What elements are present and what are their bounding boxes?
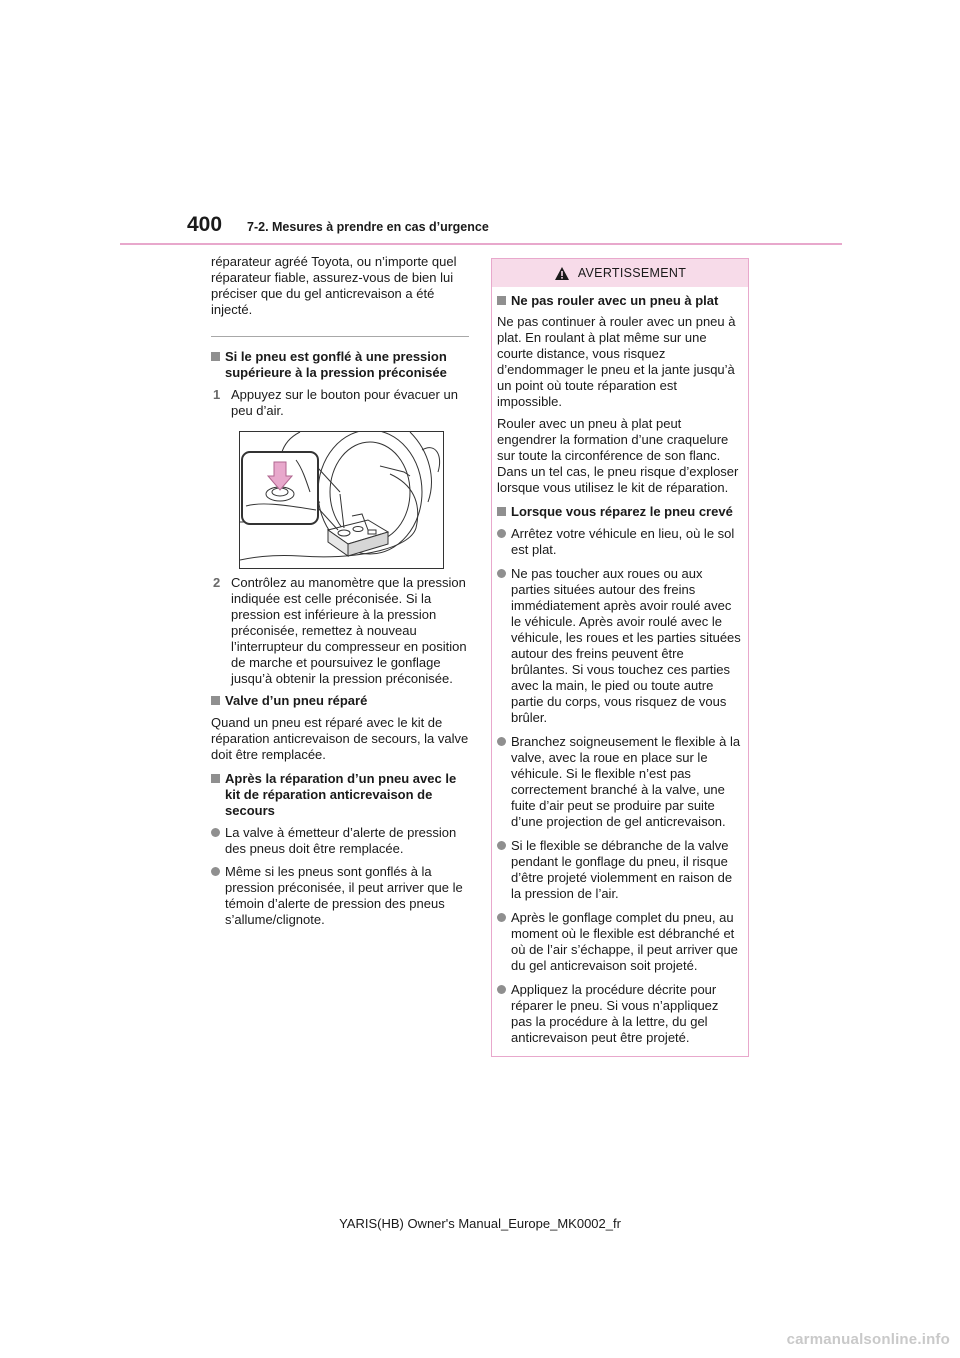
- list-item: [211, 825, 469, 857]
- round-bullet-icon: [497, 913, 506, 922]
- warning-list-item-text: Après le gonflage complet du pneu, au moment où le flexible est débranché et où de l’air s’échappe, il peut arriver que du gel anticrevaison soit projeté.: [511, 910, 738, 973]
- page-number: 400: [187, 213, 223, 236]
- watermark[interactable]: carmanualsonline.info: [786, 1331, 950, 1348]
- compressor-drawing-icon: [240, 432, 443, 568]
- round-bullet-icon: [497, 841, 506, 850]
- warning-list-item-text: Branchez soigneusement le flexible à la valve, avec la roue en place sur le véhicule. Si le flexible n’est pas correctement branché à la valve, une fuite d’air peut se produire par suite d’une projection de gel anticrevaison.: [511, 734, 741, 829]
- warning-list-item: [497, 910, 742, 974]
- compressor-illustration: [239, 431, 444, 569]
- round-bullet-icon: [497, 569, 506, 578]
- round-bullet-icon: [497, 529, 506, 538]
- warning-list-item-text: Si le flexible se débranche de la valve pendant le gonflage du pneu, il risque d’être projeté violemment en raison de la pression de l’air.: [511, 838, 733, 901]
- square-bullet-icon: [211, 696, 220, 705]
- warning-list-item: [497, 566, 742, 726]
- round-bullet-icon: [497, 737, 506, 746]
- heading-after-repair-text: Après la réparation d’un pneu avec le kit de réparation anticrevaison de secours: [225, 771, 457, 818]
- list-item-text: Même si les pneus sont gonflés à la pression préconisée, il peut arriver que le témoin d’alerte de pression des pneus s’allume/clignote.: [225, 864, 463, 927]
- step-text: Appuyez sur le bouton pour évacuer un peu d’air.: [231, 387, 458, 418]
- warning-box: [491, 258, 749, 1057]
- warning-title: AVERTISSEMENT: [577, 266, 687, 280]
- warning-body: [492, 287, 748, 1046]
- warning-heading-flat: [497, 293, 742, 309]
- warning-list-item-text: Arrêtez votre véhicule en lieu, où le sol est plat.: [511, 526, 735, 557]
- step-text: Contrôlez au manomètre que la pression indiquée est celle préconisée. Si la pression est inférieure à la pression préconisée, remettez à nouveau l’interrupteur du compresseur en position de marche et poursuivez le gonflage jusqu’à obtenir la pression préconisée.: [231, 575, 467, 686]
- intro-paragraph: réparateur agréé Toyota, ou n’importe quel réparateur fiable, assurez-vous de bien lui préciser que du gel anticrevaison a été injecté.: [211, 254, 457, 317]
- step-number: 2: [213, 575, 221, 590]
- square-bullet-icon: [497, 507, 506, 516]
- heading-overpressure-text: Si le pneu est gonflé à une pression supérieure à la pression préconisée: [225, 349, 447, 380]
- warning-triangle-icon: [554, 266, 570, 281]
- heading-after-repair: [211, 771, 469, 819]
- footer-manual-id: YARIS(HB) Owner's Manual_Europe_MK0002_fr: [339, 1216, 621, 1231]
- warning-flat-paragraph-1: Ne pas continuer à rouler avec un pneu à plat. En roulant à plat même sur une courte distance, vous risquez d’endommager le pneu et la jante jusqu’à un point où toute réparation est impossible.: [497, 314, 736, 409]
- warning-heading-repair-text: Lorsque vous réparez le pneu crevé: [511, 504, 733, 519]
- section-title: 7-2. Mesures à prendre en cas d’urgence: [247, 220, 489, 234]
- step-2: [211, 575, 469, 687]
- column-divider: [211, 336, 469, 337]
- warning-list-item: [497, 734, 742, 830]
- warning-header: [492, 259, 748, 287]
- warning-list-item-text: Ne pas toucher aux roues ou aux parties situées autour des freins immédiatement après avoir roulé avec le véhicule. Après avoir roulé avec le véhicule, les roues et les parties situées autour des freins peuvent être brûlantes. Si vous touchez ces parties avec la main, le pied ou toute autre partie du corps, vous risquez de vous brûler.: [511, 566, 741, 725]
- round-bullet-icon: [211, 867, 220, 876]
- list-item: [211, 864, 469, 928]
- round-bullet-icon: [211, 828, 220, 837]
- heading-valve-text: Valve d’un pneu réparé: [225, 693, 368, 708]
- warning-list-item: [497, 838, 742, 902]
- heading-overpressure: [211, 349, 469, 381]
- square-bullet-icon: [211, 352, 220, 361]
- warning-list-item: [497, 526, 742, 558]
- square-bullet-icon: [211, 774, 220, 783]
- left-column: [211, 254, 469, 935]
- warning-heading-flat-text: Ne pas rouler avec un pneu à plat: [511, 293, 719, 308]
- square-bullet-icon: [497, 296, 506, 305]
- warning-heading-repair: [497, 504, 742, 520]
- heading-valve: [211, 693, 469, 709]
- round-bullet-icon: [497, 985, 506, 994]
- list-item-text: La valve à émetteur d’alerte de pression des pneus doit être remplacée.: [225, 825, 457, 856]
- header-rule: [120, 243, 842, 245]
- step-number: 1: [213, 387, 221, 402]
- warning-flat-paragraph-2: Rouler avec un pneu à plat peut engendrer la formation d’une craquelure sur toute la circonférence de son flanc. Dans un tel cas, le pneu risque d’exploser lorsque vous utilisez le kit de réparation.: [497, 416, 739, 495]
- step-1: [211, 387, 469, 419]
- warning-list-item: [497, 982, 742, 1046]
- warning-list-item-text: Appliquez la procédure décrite pour réparer le pneu. Si vous n’appliquez pas la procédure à la lettre, du gel anticrevaison peut être projeté.: [511, 982, 719, 1045]
- valve-paragraph: Quand un pneu est réparé avec le kit de réparation anticrevaison de secours, la valve doit être remplacée.: [211, 715, 469, 762]
